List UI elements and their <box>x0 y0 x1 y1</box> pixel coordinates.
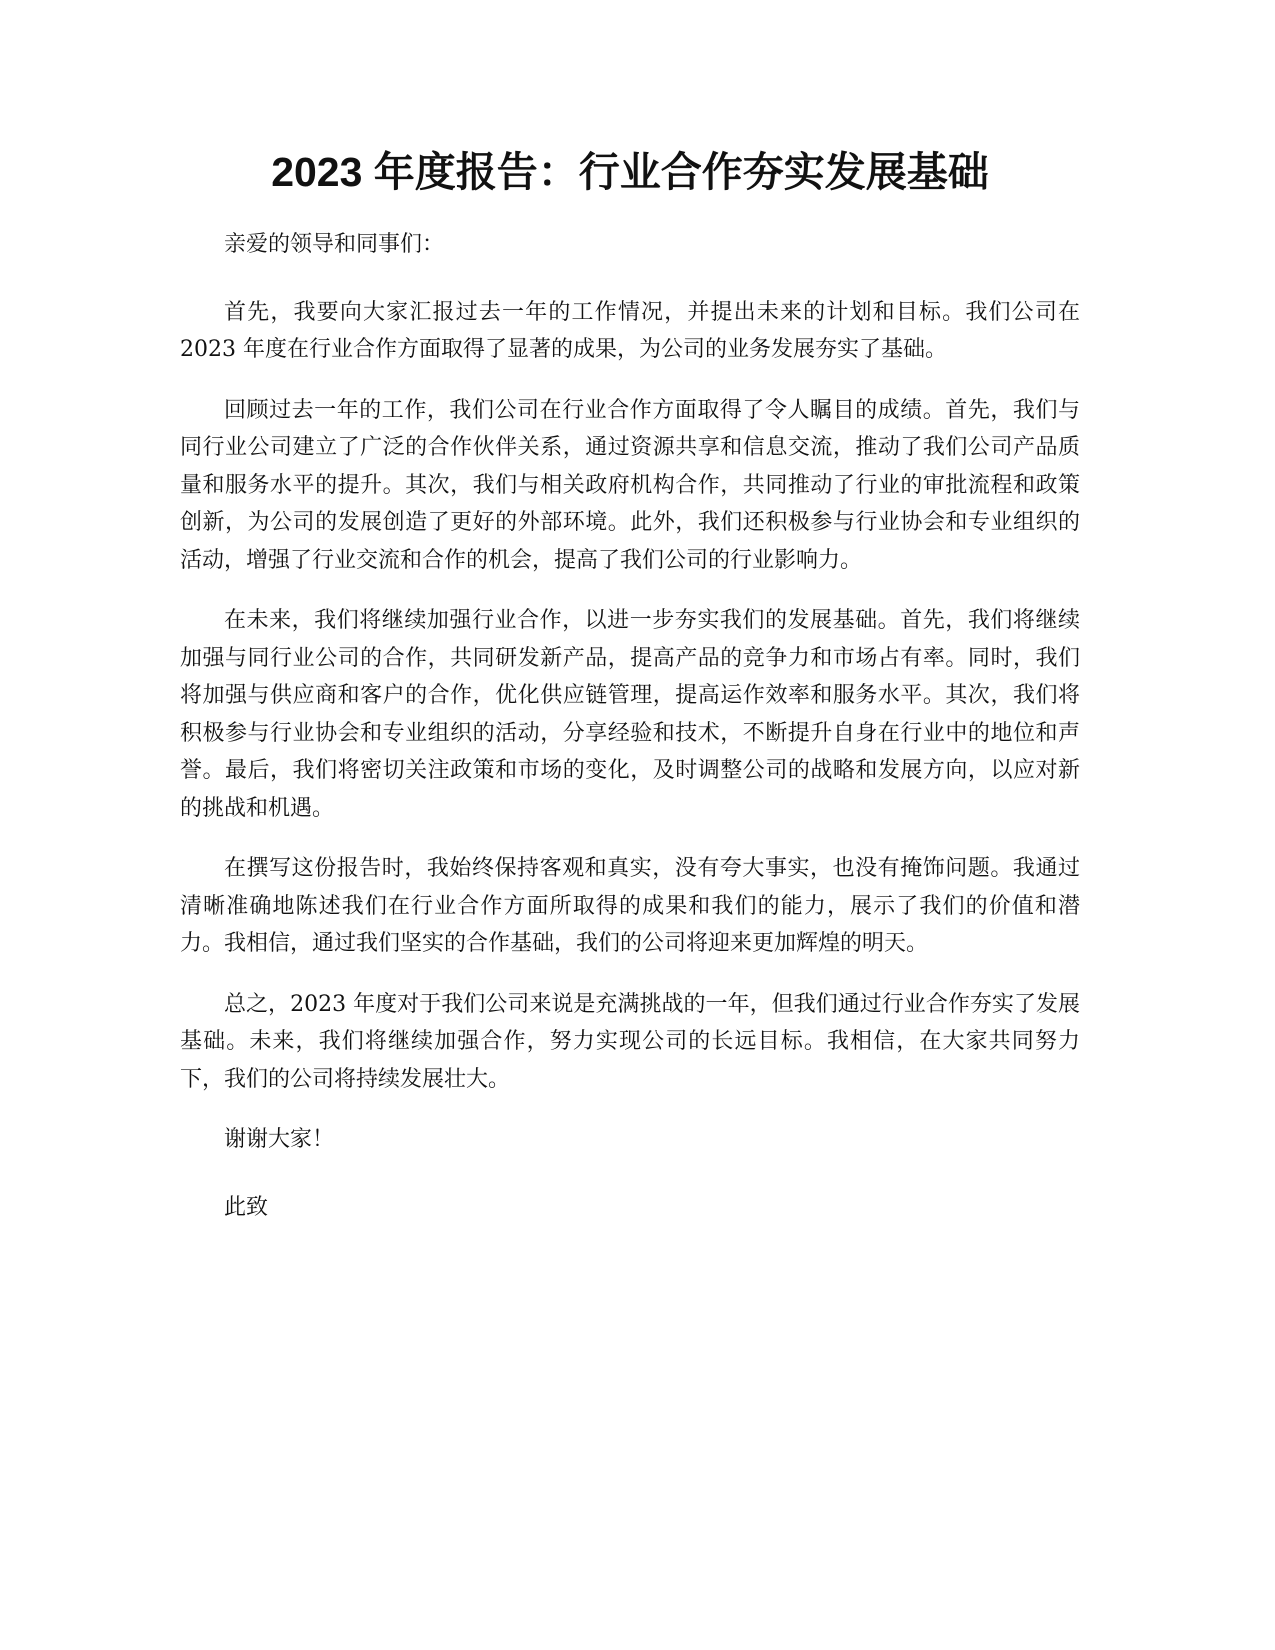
paragraph-review: 回顾过去一年的工作，我们公司在行业合作方面取得了令人瞩目的成绩。首先，我们与同行业公司建立了广泛的合作伙伴关系，通过资源共享和信息交流，推动了我们公司产品质量和服务水平的提升。其次，我们与相关政府机构合作，共同推动了行业的审批流程和政策创新，为公司的发展创造了更好的外部环境。此外，我们还积极参与行业协会和专业组织的活动，增强了行业交流和合作的机会，提高了我们公司的行业影响力。 <box>180 397 1080 573</box>
paragraph-objectivity: 在撰写这份报告时，我始终保持客观和真实，没有夸大事实，也没有掩饰问题。我通过清晰准确地陈述我们在行业合作方面所取得的成果和我们的能力，展示了我们的价值和潜力。我相信，通过我们坚实的合作基础，我们的公司将迎来更加辉煌的明天。 <box>180 856 1080 956</box>
paragraph-intro: 首先，我要向大家汇报过去一年的工作情况，并提出未来的计划和目标。我们公司在 2023 年度在行业合作方面取得了显著的成果，为公司的业务发展夯实了基础。 <box>180 299 1080 362</box>
paragraph-summary: 总之，2023 年度对于我们公司来说是充满挑战的一年，但我们通过行业合作夯实了发展基础。未来，我们将继续加强合作，努力实现公司的长远目标。我相信，在大家共同努力下，我们的公司将持续发展壮大。 <box>180 991 1080 1092</box>
document-page <box>180 140 1080 1256</box>
salutation: 亲爱的领导和同事们： <box>224 232 445 257</box>
thanks-line: 谢谢大家！ <box>224 1127 335 1152</box>
closing-line: 此致 <box>224 1194 269 1220</box>
paragraph-future: 在未来，我们将继续加强行业合作，以进一步夯实我们的发展基础。首先，我们将继续加强与同行业公司的合作，共同研发新产品，提高产品的竞争力和市场占有率。同时，我们将加强与供应商和客户的合作，优化供应链管理，提高运作效率和服务水平。其次，我们将积极参与行业协会和专业组织的活动，分享经验和技术，不断提升自身在行业中的地位和声誉。最后，我们将密切关注政策和市场的变化，及时调整公司的战略和发展方向，以应对新的挑战和机遇。 <box>180 608 1080 821</box>
document-title: 2023 年度报告：行业合作夯实发展基础 <box>271 149 989 195</box>
